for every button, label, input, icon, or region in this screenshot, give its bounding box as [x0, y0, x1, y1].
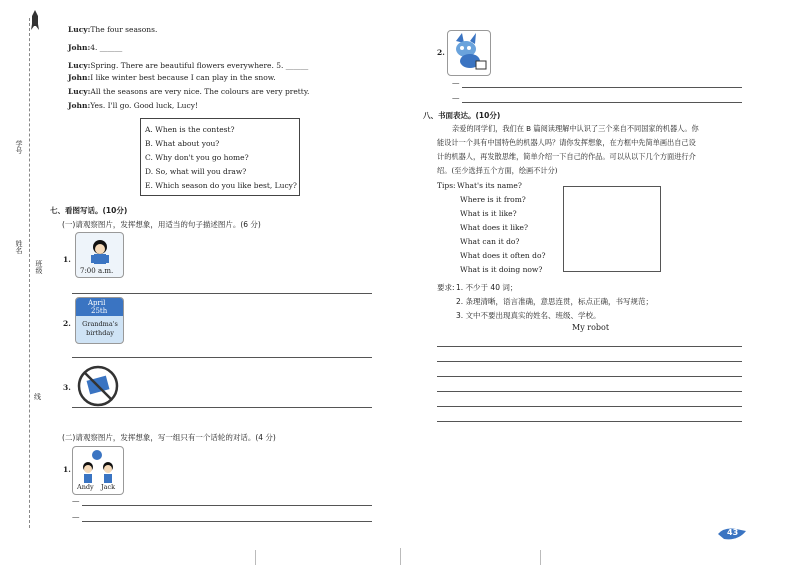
line-text: The four seasons. — [90, 25, 158, 34]
speaker: Lucy: — [68, 25, 91, 34]
item-2: 2. — [63, 319, 71, 328]
intro-line: 能设计一个具有中国特色的机器人吗？请你发挥想象，在方框中先简单画出自己设 — [437, 138, 696, 147]
tip: Where is it from? — [460, 195, 526, 204]
tip: What does it often do? — [460, 251, 546, 260]
item-3: 3. — [63, 383, 71, 392]
speaker: John: — [68, 73, 91, 82]
drawing-box[interactable] — [563, 186, 661, 272]
dialog-item-1: 1. — [63, 465, 71, 474]
binding-line — [29, 18, 31, 528]
tip: What is it doing now? — [460, 265, 543, 274]
line-text: I like winter best because I can play in the snow. — [90, 73, 276, 82]
intro-line: 亲爱的同学们，我们在 B 篇阅读理解中认识了三个来自不同国家的机器人。你 — [452, 124, 699, 133]
req-label: 要求: — [437, 283, 455, 292]
speaker: John: — [68, 43, 91, 52]
answer-line — [72, 293, 372, 294]
calendar-caption: Grandma's birthday — [82, 320, 118, 337]
dash: — — [72, 512, 80, 521]
essay-title: My robot — [572, 323, 610, 332]
dash: — — [452, 93, 460, 102]
section7-title: 七、看图写话。(10分) — [50, 206, 128, 215]
no-drawing-sign-icon — [76, 364, 120, 408]
tip: What's its name? — [457, 181, 522, 190]
speaker: John: — [68, 101, 91, 110]
option-d: D. So, what will you draw? — [145, 167, 247, 176]
page-number-badge — [716, 526, 748, 540]
line-text: Spring. There are beautiful flowers everywhere. 5. ______ — [90, 61, 309, 70]
answer-line — [82, 505, 372, 506]
dash: — — [72, 496, 80, 505]
robot-dog-picture — [447, 30, 491, 76]
intro-line: 计的机器人，再发散思维，简单介绍一下自己的作品。可以从以下几个方面进行介 — [437, 152, 696, 161]
speaker: Lucy: — [68, 87, 91, 96]
option-a: A. When is the contest? — [145, 125, 235, 134]
boy-clock-picture — [75, 232, 124, 278]
tip: What is it like? — [460, 209, 517, 218]
line-text: Yes. I'll go. Good luck, Lucy! — [90, 101, 198, 110]
margin-label-4: 线 — [34, 393, 41, 401]
answer-line — [462, 87, 742, 88]
calendar-day: 25th — [91, 307, 108, 315]
jack-label: Jack — [101, 483, 116, 491]
answer-line — [72, 357, 372, 358]
answer-line — [462, 102, 742, 103]
tip: What can it do? — [460, 237, 520, 246]
options-box — [140, 118, 300, 196]
option-b: B. What about you? — [145, 139, 220, 148]
calendar-picture — [75, 297, 124, 344]
fold-mark — [400, 548, 401, 565]
option-e: E. Which season do you like best, Lucy? — [145, 181, 297, 190]
andy-jack-picture — [72, 446, 124, 495]
option-c: C. Why don't you go home? — [145, 153, 249, 162]
tips-label: Tips: — [437, 181, 456, 190]
answer-line — [82, 521, 372, 522]
requirement: 2. 条理清晰，语言准确，意思连贯，标点正确，书写规范； — [456, 297, 654, 306]
section8-title: 八、书面表达。(10分) — [423, 111, 501, 120]
requirement: 1. 不少于 40 词； — [456, 283, 518, 292]
item-1: 1. — [63, 255, 71, 264]
fold-mark — [540, 550, 541, 565]
tip: What does it like? — [460, 223, 528, 232]
pic1-time: 7:00 a.m. — [80, 267, 114, 275]
section7-part2: (二)请观察图片，发挥想象，写一组只有一个话轮的对话。(4 分) — [62, 433, 276, 442]
andy-label: Andy — [77, 483, 94, 491]
requirement: 3. 文中不要出现真实的姓名、班级、学校。 — [456, 311, 601, 320]
line-text: 4. ______ — [90, 43, 123, 52]
section7-part1: (一)请观察图片，发挥想象，用适当的句子描述图片。(6 分) — [62, 220, 261, 229]
margin-label-3: 班级 — [35, 260, 43, 274]
rocket-icon — [31, 10, 39, 30]
calendar-month: April — [88, 299, 106, 307]
page-number: 43 — [727, 528, 739, 537]
right-item-2: 2. — [437, 48, 445, 57]
speaker: Lucy: — [68, 61, 91, 70]
dash: — — [452, 78, 460, 87]
margin-label-1: 学号 — [15, 140, 23, 154]
answer-line — [72, 407, 372, 408]
margin-label-2: 姓名 — [15, 240, 23, 254]
fold-mark — [255, 550, 256, 565]
intro-line: 绍。(至少选择五个方面，绘画不计分) — [437, 166, 558, 175]
line-text: All the seasons are very nice. The colours are very pretty. — [90, 87, 310, 96]
